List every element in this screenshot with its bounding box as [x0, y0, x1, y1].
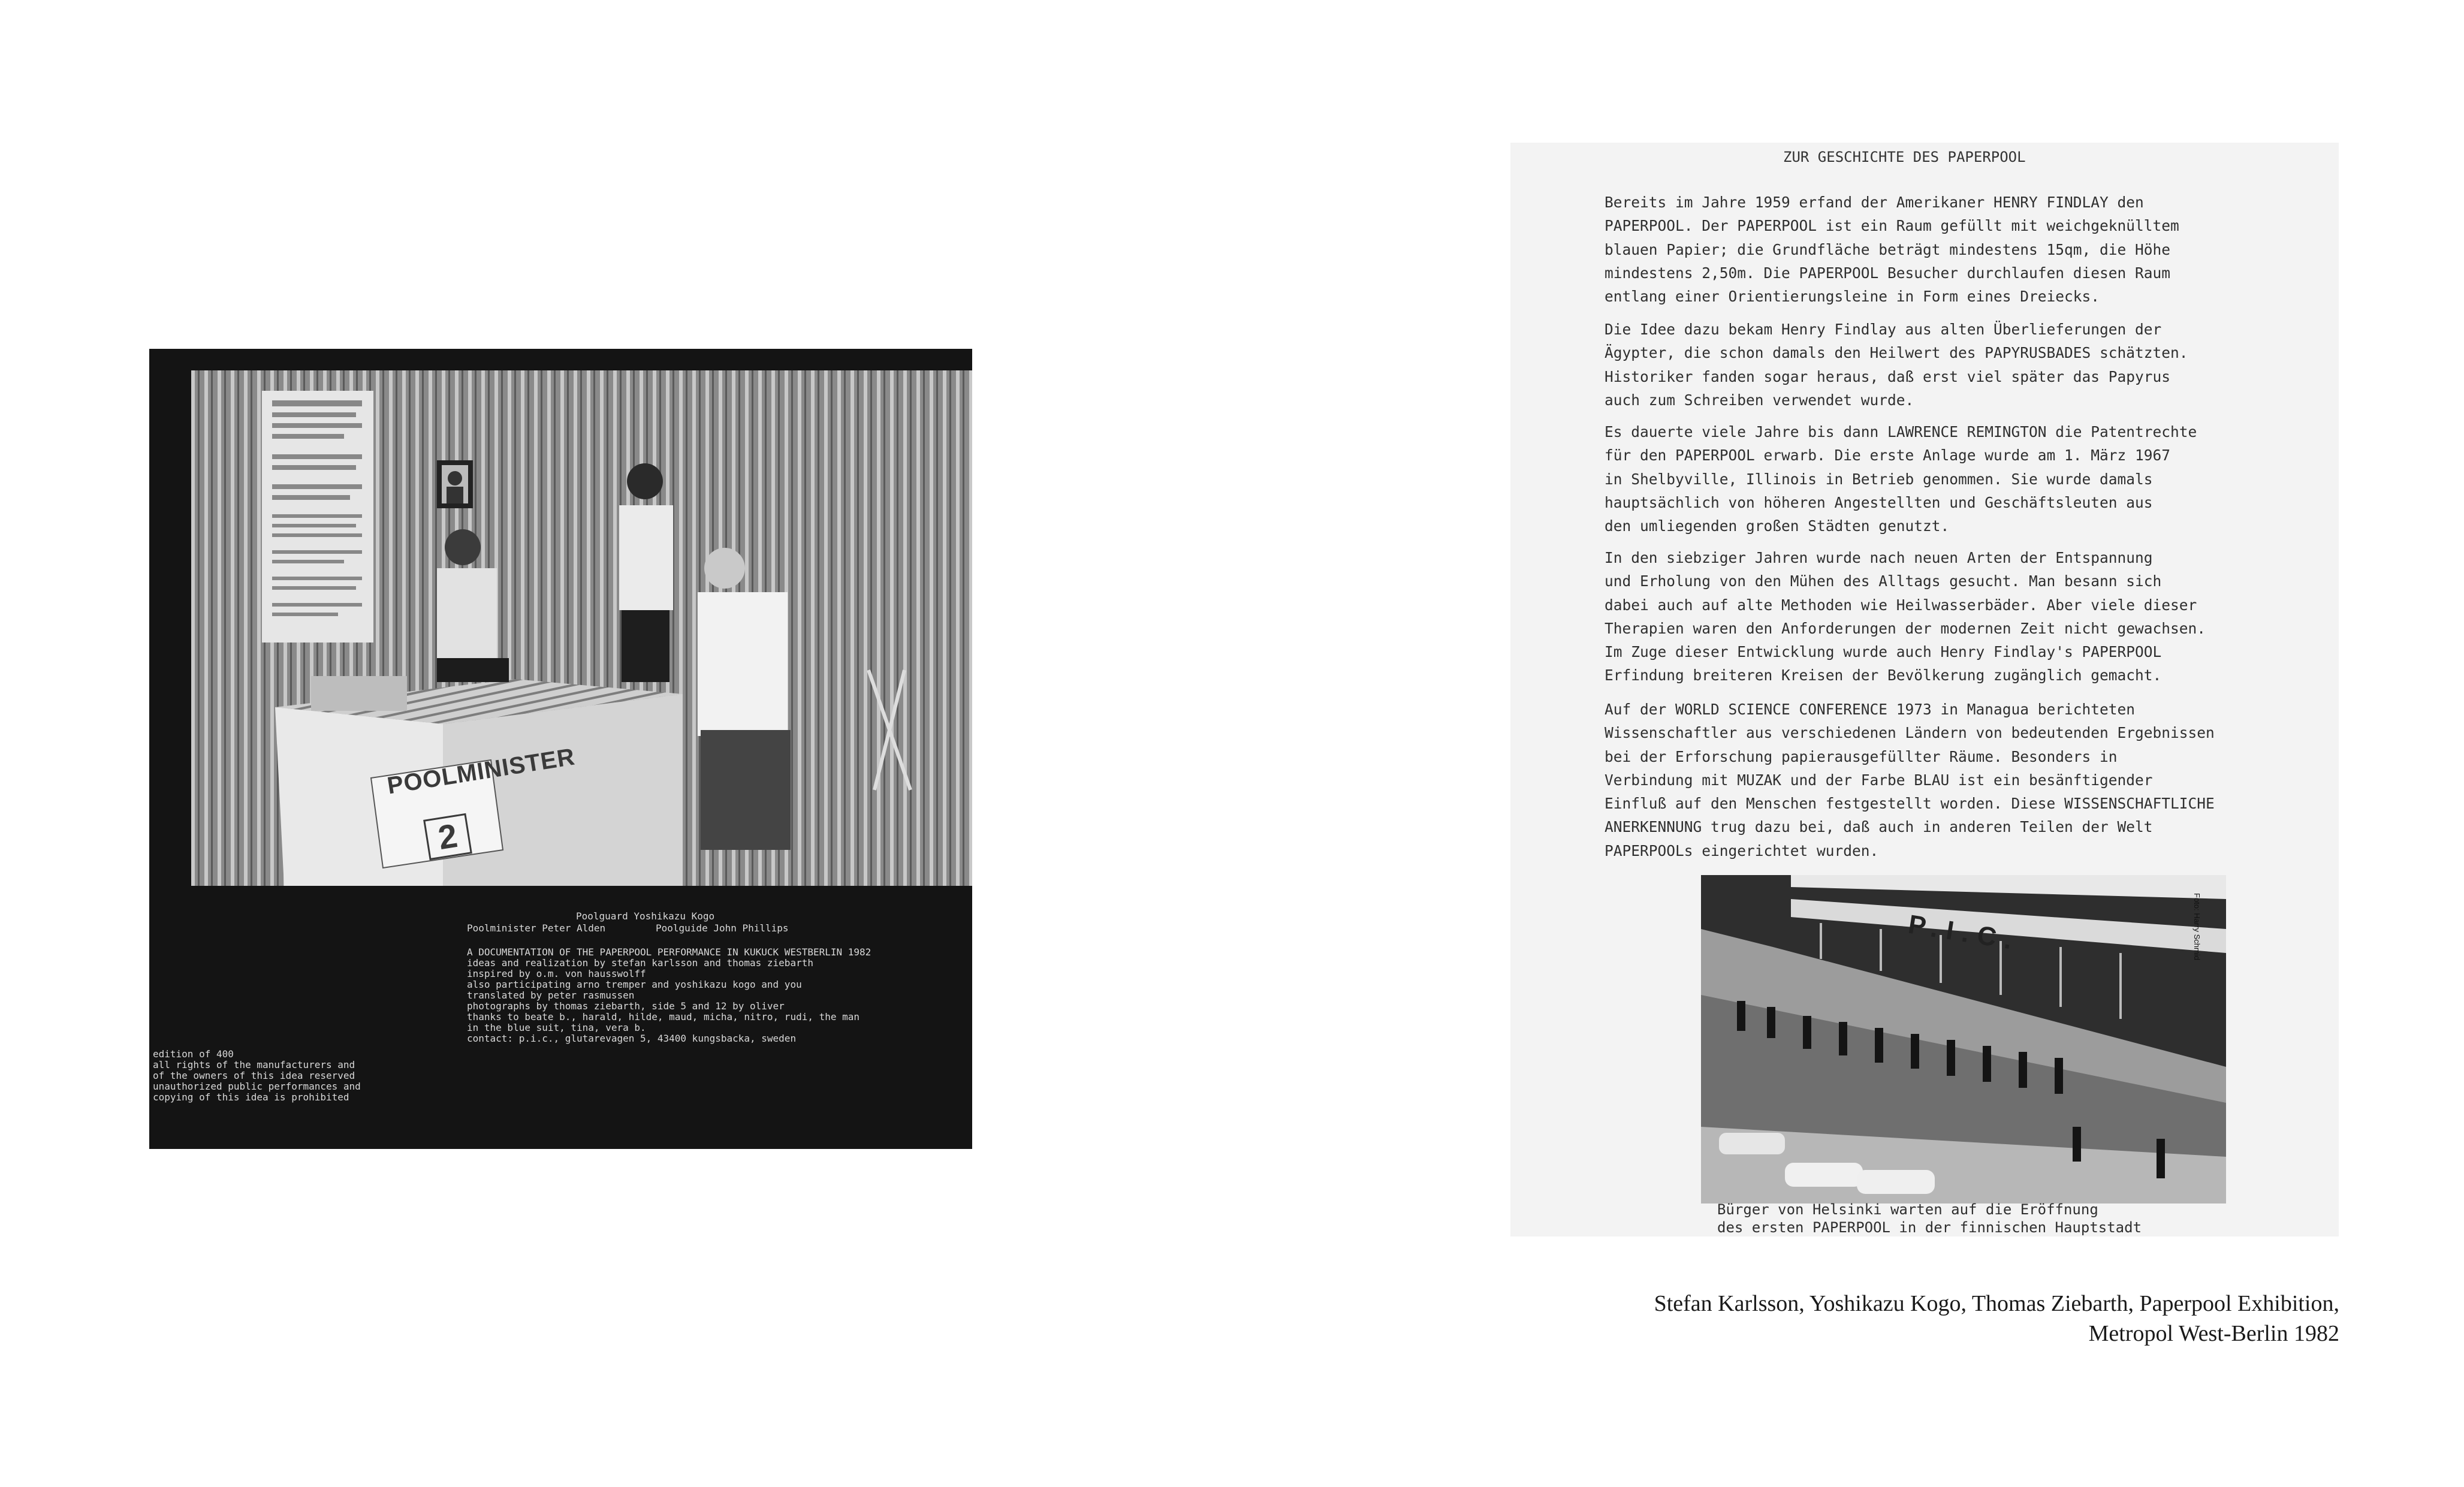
text-line: Die Idee dazu bekam Henry Findlay aus alten Überlieferungen der — [1605, 321, 2162, 338]
history-paragraph — [1605, 318, 2188, 412]
text-line: blauen Papier; die Grundfläche beträgt mindestens 15qm, die Höhe — [1605, 240, 2171, 258]
edition-notice — [153, 1049, 361, 1103]
pic-storefront-sign: P.I.C. — [1906, 909, 2023, 957]
history-paragraph — [1605, 546, 2206, 687]
exhibition-credit — [1654, 1289, 2339, 1349]
text-line: bei der Erforschung papierausgefüllter Räume. Besonders in — [1605, 747, 2118, 765]
edition-line: copying of this idea is prohibited — [153, 1091, 349, 1103]
helsinki-street-photo — [1701, 875, 2226, 1204]
edition-line: edition of 400 — [153, 1048, 234, 1060]
photo-caption-poolguide: Poolguide John Phillips — [656, 922, 789, 934]
text-line: dabei auch auf alte Methoden wie Heilwasserbäder. Aber viele dieser — [1605, 596, 2197, 614]
text-line: den umliegenden großen Städten genutzt. — [1605, 517, 1950, 535]
documentation-line: also participating arno tremper and yoshikazu kogo and you — [467, 979, 802, 990]
text-line: Einfluß auf den Menschen festgestellt worden. Diese WISSENSCHAFTLICHE — [1605, 795, 2215, 813]
photo-caption-poolminister: Poolminister Peter Alden — [467, 922, 606, 934]
text-line: Es dauerte viele Jahre bis dann LAWRENCE REMINGTON die Patentrechte — [1605, 423, 2197, 441]
history-paragraph — [1605, 698, 2215, 862]
documentation-line: translated by peter rasmussen — [467, 990, 635, 1001]
photo-credit: Foto: Harry Schmid — [2192, 893, 2201, 960]
credit-line-2: Metropol West-Berlin 1982 — [2088, 1321, 2339, 1346]
text-line: In den siebziger Jahren wurde nach neuen Arten der Entspannung — [1605, 549, 2153, 566]
text-line: und Erholung von den Mühen des Alltags gesucht. Man besann sich — [1605, 572, 2162, 590]
text-line: Bereits im Jahre 1959 erfand der Amerikaner HENRY FINDLAY den — [1605, 194, 2144, 211]
documentation-credits — [467, 947, 871, 1044]
photo-caption-poolguard: Poolguard Yoshikazu Kogo — [576, 910, 715, 922]
text-line: auch zum Schreiben verwendet wurde. — [1605, 391, 1914, 409]
performance-photo-illustration — [191, 370, 972, 886]
edition-line: all rights of the manufacturers and — [153, 1059, 355, 1070]
text-line: Im Zuge dieser Entwicklung wurde auch Henry Findlay's PAPERPOOL — [1605, 643, 2162, 661]
text-line: Ägypter, die schon damals den Heilwert des PAPYRUSBADES schätzten. — [1605, 344, 2188, 362]
text-line: Erfindung breiteren Kreisen der Bevölkerung zugänglich gemacht. — [1605, 666, 2162, 684]
text-line: ANERKENNUNG trug dazu bei, daß auch in anderen Teilen der Welt — [1605, 818, 2153, 836]
edition-line: of the owners of this idea reserved — [153, 1070, 355, 1081]
document-title: ZUR GESCHICHTE DES PAPERPOOL — [1783, 149, 2026, 165]
text-line: in Shelbyville, Illinois in Betrieb genommen. Sie wurde damals — [1605, 470, 2153, 488]
text-line: Historiker fanden sogar heraus, daß erst viel später das Papyrus — [1605, 367, 2171, 385]
text-line: entlang einer Orientierungsleine in Form eines Dreiecks. — [1605, 288, 2100, 306]
documentation-line: inspired by o.m. von hausswolff — [467, 968, 646, 979]
text-line: mindestens 2,50m. Die PAPERPOOL Besucher durchlaufen diesen Raum — [1605, 264, 2171, 282]
documentation-line: A DOCUMENTATION OF THE PAPERPOOL PERFORMANCE IN KUKUCK WESTBERLIN 1982 — [467, 946, 871, 958]
text-line: Therapien waren den Anforderungen der modernen Zeit nicht gewachsen. — [1605, 619, 2206, 637]
left-document-page — [149, 349, 972, 1149]
street-photo-caption — [1717, 1201, 2142, 1236]
caption-line: Bürger von Helsinki warten auf die Eröffnung — [1717, 1201, 2098, 1218]
documentation-line: thanks to beate b., harald, hilde, maud, micha, nitro, rudi, the man — [467, 1011, 860, 1022]
desk-sign-number: 2 — [423, 813, 472, 860]
desk-sign-title: POOLMINISTER — [385, 743, 577, 800]
right-document-page — [1510, 143, 2339, 1236]
text-line: PAPERPOOLs eingerichtet wurden. — [1605, 841, 1879, 859]
text-line: hauptsächlich von höheren Angestellten und Geschäftsleuten aus — [1605, 493, 2153, 511]
documentation-line: photographs by thomas ziebarth, side 5 and 12 by oliver — [467, 1000, 785, 1012]
text-line: PAPERPOOL. Der PAPERPOOL ist ein Raum gefüllt mit weichgeknülltem — [1605, 217, 2179, 235]
caption-line: des ersten PAPERPOOL in der finnischen Hauptstadt — [1717, 1219, 2142, 1236]
documentation-line: contact: p.i.c., glutarevagen 5, 43400 kungsbacka, sweden — [467, 1033, 797, 1044]
text-line: für den PAPERPOOL erwarb. Die erste Anlage wurde am 1. März 1967 — [1605, 447, 2171, 465]
edition-line: unauthorized public performances and — [153, 1081, 361, 1092]
text-line: Verbindung mit MUZAK und der Farbe BLAU ist ein besänftigender — [1605, 771, 2153, 789]
credit-line-1: Stefan Karlsson, Yoshikazu Kogo, Thomas Ziebarth, Paperpool Exhibition, — [1654, 1291, 2339, 1316]
text-line: Wissenschaftler aus verschiedenen Ländern von bedeutenden Ergebnissen — [1605, 724, 2215, 742]
documentation-line: ideas and realization by stefan karlsson and thomas ziebarth — [467, 957, 813, 969]
text-line: Auf der WORLD SCIENCE CONFERENCE 1973 in Managua berichteten — [1605, 701, 2136, 718]
performance-photo — [191, 370, 972, 886]
history-paragraph — [1605, 420, 2197, 538]
documentation-line: in the blue suit, tina, vera b. — [467, 1022, 646, 1033]
history-paragraph — [1605, 191, 2179, 308]
